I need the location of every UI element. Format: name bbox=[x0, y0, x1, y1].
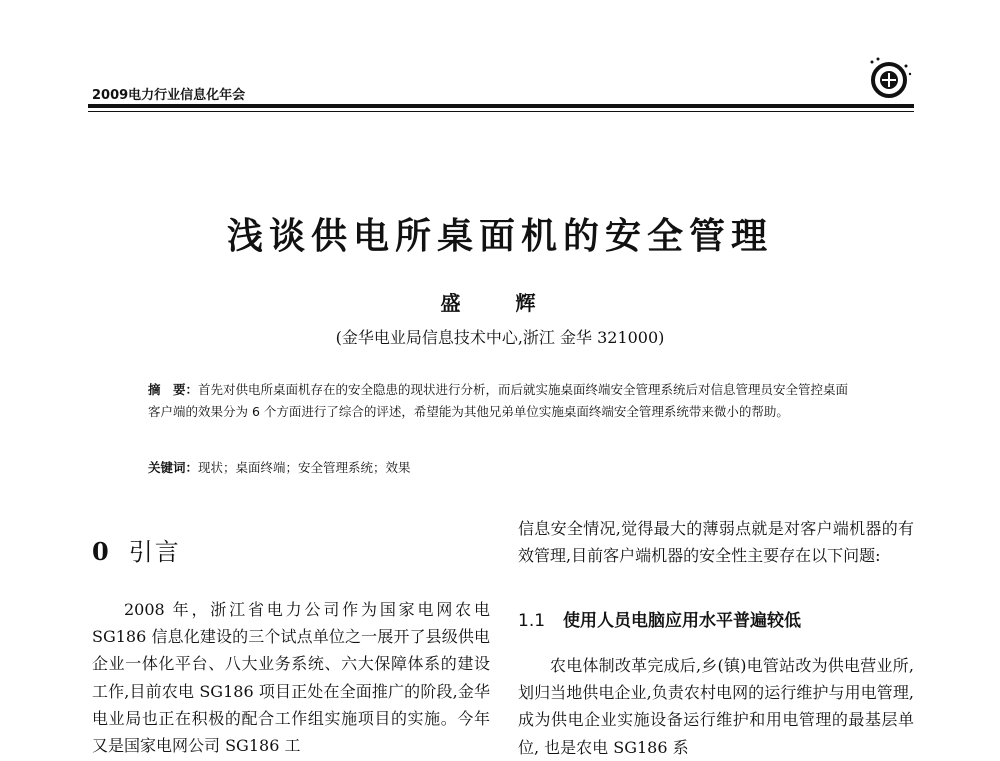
abstract-text: 首先对供电所桌面机存在的安全隐患的现状进行分析，而后就实施桌面终端安全管理系统后对信息管理员安全管控桌面客户端的效果分为 6 个方面进行了综合的评述，希望能为其他兄弟单位实施桌面终端安全管理系统带来微小的帮助。 bbox=[148, 382, 849, 419]
abstract-label: 摘 要： bbox=[148, 382, 199, 397]
paper-author: 盛 辉 bbox=[440, 291, 560, 315]
right-column-continuation: 信息安全情况,觉得最大的薄弱点就是对客户端机器的有效管理,目前客户端机器的安全性主要存在以下问题: bbox=[518, 519, 914, 566]
keywords-label: 关键词： bbox=[148, 460, 199, 475]
subsection-paragraph: 农电体制改革完成后,乡(镇)电管站改为供电营业所,划归当地供电企业,负责农村电网的运行维护与用电管理, 成为供电企业实施设备运行维护和用电管理的最基层单位, 也是农电 SG186 系 bbox=[518, 656, 914, 757]
keywords-block bbox=[148, 458, 860, 476]
abstract-block bbox=[148, 379, 860, 423]
header-rule-thin bbox=[88, 111, 914, 112]
section-title: 引言 bbox=[128, 538, 181, 566]
intro-paragraph: 2008 年，浙江省电力公司作为国家电网农电 SG186 信息化建设的三个试点单位之一展开了县级供电企业一体化平台、八大业务系统、六大保障体系的建设工作,目前农电 SG186 项目正处在全面推广的阶段,金华电业局也正在积极的配合工作组实施项目的实施。今年又是国家电网公司 SG186 工 bbox=[92, 600, 490, 756]
subsection-heading bbox=[518, 606, 801, 631]
section-heading-intro bbox=[92, 532, 181, 567]
header-rule-thick bbox=[88, 104, 914, 108]
keywords-text: 现状；桌面终端；安全管理系统；效果 bbox=[198, 460, 411, 475]
section-number: 0 bbox=[92, 537, 111, 566]
paper-title: 浅谈供电所桌面机的安全管理 bbox=[226, 215, 773, 257]
paper-affiliation: (金华电业局信息技术中心,浙江 金华 321000) bbox=[335, 328, 665, 347]
subsection-number: 1.1 bbox=[518, 611, 546, 631]
subsection-title: 使用人员电脑应用水平普遍较低 bbox=[563, 611, 802, 631]
conference-logo-icon bbox=[862, 54, 914, 100]
conference-header: 2009电力行业信息化年会 bbox=[92, 88, 246, 103]
